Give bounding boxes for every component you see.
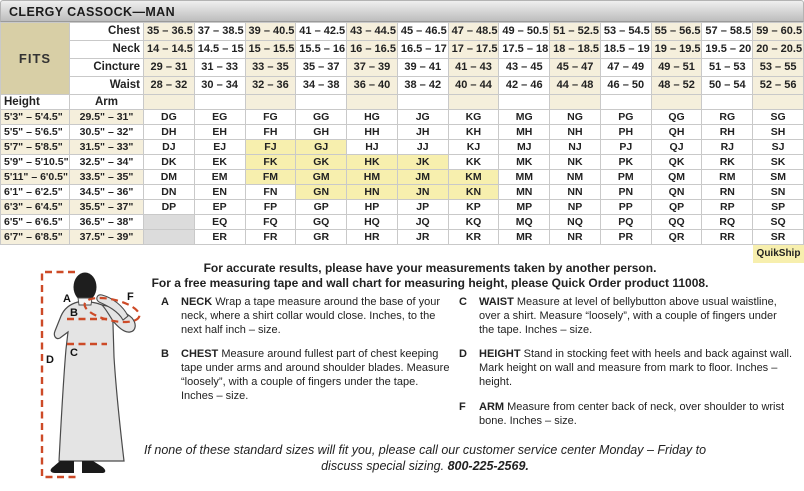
measurement-range-cell: 43 – 45	[499, 59, 550, 77]
size-code-cell: NP	[550, 200, 601, 215]
size-code-cell: JM	[397, 170, 448, 185]
size-code-cell: GP	[296, 200, 347, 215]
measurement-range-cell: 46 – 50	[600, 77, 651, 95]
header-spacer-cell	[651, 95, 702, 110]
measurement-range-cell: 18 – 18.5	[550, 41, 601, 59]
size-row	[1, 110, 804, 125]
size-code-cell: RQ	[702, 215, 753, 230]
size-code-cell: FJ	[245, 140, 296, 155]
size-code-cell: QJ	[651, 140, 702, 155]
fits-label: FITS	[1, 23, 70, 95]
measurement-range-cell: 19 – 19.5	[651, 41, 702, 59]
size-code-cell: JG	[397, 110, 448, 125]
size-code-cell: EN	[194, 185, 245, 200]
measurement-range-cell: 40 – 44	[448, 77, 499, 95]
size-code-cell: GQ	[296, 215, 347, 230]
arm-column-header: Arm	[70, 95, 144, 110]
size-code-cell: EP	[194, 200, 245, 215]
size-code-cell: JK	[397, 155, 448, 170]
size-code-cell: HP	[347, 200, 398, 215]
arm-range-cell: 30.5" – 32"	[70, 125, 144, 140]
size-code-cell: GK	[296, 155, 347, 170]
size-code-cell: GG	[296, 110, 347, 125]
size-code-cell: JH	[397, 125, 448, 140]
measurement-range-cell: 50 – 54	[702, 77, 753, 95]
size-code-cell: JP	[397, 200, 448, 215]
arm-range-cell: 31.5" – 33"	[70, 140, 144, 155]
size-code-cell: JQ	[397, 215, 448, 230]
size-code-cell: DM	[144, 170, 195, 185]
size-code-cell: QK	[651, 155, 702, 170]
height-range-cell: 5'9" – 5'10.5"	[1, 155, 70, 170]
height-range-cell: 6'1" – 6'2.5"	[1, 185, 70, 200]
instruction-waist	[458, 296, 794, 337]
size-code-cell: NG	[550, 110, 601, 125]
size-table	[0, 22, 804, 245]
measurement-range-cell: 37 – 39	[347, 59, 398, 77]
measurement-range-cell: 37 – 38.5	[194, 23, 245, 41]
size-code-cell: QR	[651, 230, 702, 245]
size-code-cell	[144, 215, 195, 230]
size-code-cell: KP	[448, 200, 499, 215]
header-spacer-cell	[499, 95, 550, 110]
size-code-cell: NJ	[550, 140, 601, 155]
size-code-cell: RH	[702, 125, 753, 140]
measurement-label-cincture: Cincture	[70, 59, 144, 77]
size-code-cell: DN	[144, 185, 195, 200]
header-spacer-cell	[600, 95, 651, 110]
size-code-cell: KN	[448, 185, 499, 200]
measurement-range-cell: 47 – 48.5	[448, 23, 499, 41]
size-code-cell: SJ	[753, 140, 804, 155]
size-code-cell: SM	[753, 170, 804, 185]
measurement-range-cell: 48 – 52	[651, 77, 702, 95]
figure-label-a: A	[63, 293, 71, 305]
size-code-cell: MQ	[499, 215, 550, 230]
measurement-range-cell: 53 – 55	[753, 59, 804, 77]
size-code-cell: HM	[347, 170, 398, 185]
height-range-cell: 5'5" – 5'6.5"	[1, 125, 70, 140]
size-code-cell: SK	[753, 155, 804, 170]
measurement-range-cell: 39 – 40.5	[245, 23, 296, 41]
size-code-cell: NK	[550, 155, 601, 170]
arm-range-cell: 32.5" – 34"	[70, 155, 144, 170]
size-code-cell: EM	[194, 170, 245, 185]
measurement-range-cell: 35 – 37	[296, 59, 347, 77]
cassock-figure-illustration	[30, 269, 160, 483]
instruction-term: CHEST	[181, 348, 222, 361]
size-code-cell: GJ	[296, 140, 347, 155]
measurement-range-cell: 53 – 54.5	[600, 23, 651, 41]
size-row	[1, 230, 804, 245]
measurement-range-cell: 47 – 49	[600, 59, 651, 77]
size-code-cell: MK	[499, 155, 550, 170]
size-code-cell: DG	[144, 110, 195, 125]
size-code-cell: SN	[753, 185, 804, 200]
size-code-cell: EK	[194, 155, 245, 170]
size-code-cell: FH	[245, 125, 296, 140]
size-code-cell: SR	[753, 230, 804, 245]
header-spacer-cell	[448, 95, 499, 110]
height-range-cell: 6'7" – 6'8.5"	[1, 230, 70, 245]
measurement-range-cell: 36 – 40	[347, 77, 398, 95]
measurement-range-cell: 20 – 20.5	[753, 41, 804, 59]
left-shoe	[51, 461, 74, 473]
instruction-neck	[160, 296, 450, 337]
instruction-chest	[160, 348, 450, 403]
size-code-cell: QH	[651, 125, 702, 140]
measurement-range-cell: 41 – 43	[448, 59, 499, 77]
size-code-cell: EJ	[194, 140, 245, 155]
size-row	[1, 125, 804, 140]
instruction-text: Measure at level of bellybutton above usual waistline, over a shirt. Measure “loosely”, with a couple of fingers under the tape. Inches – size.	[479, 296, 777, 336]
instruction-text: Wrap a tape measure around the base of your neck, where a shirt collar would close. Inches, to the next half inch – size.	[181, 296, 441, 336]
measurement-range-cell: 51 – 53	[702, 59, 753, 77]
height-range-cell: 5'11" – 6'0.5"	[1, 170, 70, 185]
measurement-range-cell: 14.5 – 15	[194, 41, 245, 59]
header-spacer-cell	[245, 95, 296, 110]
chart-title: CLERGY CASSOCK—MAN	[0, 0, 804, 22]
header-spacer-cell	[397, 95, 448, 110]
measurement-label-waist: Waist	[70, 77, 144, 95]
size-code-cell: SG	[753, 110, 804, 125]
measurement-range-cell: 55 – 56.5	[651, 23, 702, 41]
instruction-letter: A	[161, 296, 169, 308]
instruction-letter: D	[459, 348, 467, 361]
header-spacer-cell	[702, 95, 753, 110]
size-code-cell: NH	[550, 125, 601, 140]
arm-range-cell: 35.5" – 37"	[70, 200, 144, 215]
measurement-range-cell: 31 – 33	[194, 59, 245, 77]
size-code-cell: HK	[347, 155, 398, 170]
instructions-right-column	[458, 296, 794, 439]
figure-label-c: C	[70, 347, 78, 359]
measurement-range-cell: 52 – 56	[753, 77, 804, 95]
size-code-cell: KM	[448, 170, 499, 185]
size-code-cell: QG	[651, 110, 702, 125]
size-code-cell: JJ	[397, 140, 448, 155]
height-range-cell: 6'5" – 6'6.5"	[1, 215, 70, 230]
measurement-range-cell: 30 – 34	[194, 77, 245, 95]
instruction-height	[458, 348, 794, 389]
measurement-range-cell: 51 – 52.5	[550, 23, 601, 41]
measurement-figure	[30, 269, 160, 483]
instruction-letter: B	[161, 348, 169, 361]
phone-number: 800-225-2569.	[447, 459, 529, 473]
size-code-cell: PH	[600, 125, 651, 140]
measurement-range-cell: 42 – 46	[499, 77, 550, 95]
height-range-cell: 5'3" – 5'4.5"	[1, 110, 70, 125]
size-code-cell: GH	[296, 125, 347, 140]
size-code-cell: RP	[702, 200, 753, 215]
header-spacer-cell	[144, 95, 195, 110]
size-code-cell: RG	[702, 110, 753, 125]
instructions-left-column	[160, 296, 450, 415]
size-code-cell: DP	[144, 200, 195, 215]
size-code-cell: MP	[499, 200, 550, 215]
size-code-cell: FR	[245, 230, 296, 245]
size-code-cell: FQ	[245, 215, 296, 230]
size-row	[1, 140, 804, 155]
special-sizing-text: If none of these standard sizes will fit you, please call our customer service center Monday – Friday to discuss special sizing.	[143, 443, 707, 473]
size-code-cell: HG	[347, 110, 398, 125]
size-code-cell: MJ	[499, 140, 550, 155]
size-code-cell: KH	[448, 125, 499, 140]
header-spacer-cell	[550, 95, 601, 110]
size-code-cell: JR	[397, 230, 448, 245]
height-column-header: Height	[1, 95, 70, 110]
figure-label-f: F	[127, 291, 134, 303]
size-code-cell: MH	[499, 125, 550, 140]
size-code-cell: QQ	[651, 215, 702, 230]
size-code-cell: QM	[651, 170, 702, 185]
size-code-cell: JN	[397, 185, 448, 200]
size-code-cell: FK	[245, 155, 296, 170]
size-code-cell: EQ	[194, 215, 245, 230]
measurement-range-cell: 29 – 31	[144, 59, 195, 77]
size-code-cell: MR	[499, 230, 550, 245]
arm-range-cell: 29.5" – 31"	[70, 110, 144, 125]
height-range-cell: 5'7" – 5'8.5"	[1, 140, 70, 155]
size-code-cell: KQ	[448, 215, 499, 230]
measurement-range-cell: 14 – 14.5	[144, 41, 195, 59]
size-code-cell: HQ	[347, 215, 398, 230]
measurement-range-cell: 49 – 51	[651, 59, 702, 77]
measurement-range-cell: 16.5 – 17	[397, 41, 448, 59]
instruction-term: WAIST	[479, 296, 517, 308]
size-code-cell: HN	[347, 185, 398, 200]
measurement-range-cell: 15.5 – 16	[296, 41, 347, 59]
size-code-cell: PM	[600, 170, 651, 185]
right-shoe	[82, 461, 105, 473]
note-accurate-results: For accurate results, please have your measurements taken by another person.	[203, 261, 657, 275]
size-code-cell: SP	[753, 200, 804, 215]
instruction-text: Measure around fullest part of chest keeping tape under arms and around shoulder blades. Measure “loosely”, with a couple of fingers under the tape. Inches – size.	[181, 348, 450, 402]
size-code-cell: DJ	[144, 140, 195, 155]
measurement-range-cell: 59 – 60.5	[753, 23, 804, 41]
measurement-range-cell: 17.5 – 18	[499, 41, 550, 59]
measurement-range-cell: 38 – 42	[397, 77, 448, 95]
size-code-cell: NQ	[550, 215, 601, 230]
arm-range-cell: 36.5" – 38"	[70, 215, 144, 230]
size-code-cell: RJ	[702, 140, 753, 155]
measurement-label-chest: Chest	[70, 23, 144, 41]
instruction-term: HEIGHT	[479, 348, 524, 361]
size-code-cell: KG	[448, 110, 499, 125]
size-code-cell: QP	[651, 200, 702, 215]
arm-range-cell: 33.5" – 35"	[70, 170, 144, 185]
size-code-cell: NM	[550, 170, 601, 185]
instruction-letter: F	[459, 400, 466, 413]
size-code-cell: FG	[245, 110, 296, 125]
measurement-range-cell: 16 – 16.5	[347, 41, 398, 59]
size-code-cell: GR	[296, 230, 347, 245]
measurement-range-cell: 41 – 42.5	[296, 23, 347, 41]
size-row	[1, 185, 804, 200]
head	[74, 273, 97, 302]
header-spacer-cell	[296, 95, 347, 110]
size-code-cell: SH	[753, 125, 804, 140]
measurement-range-cell: 18.5 – 19	[600, 41, 651, 59]
size-code-cell: EH	[194, 125, 245, 140]
note-measuring-tape: For a free measuring tape and wall chart for measuring height, please Quick Order product 11008.	[151, 276, 709, 290]
size-code-cell: PJ	[600, 140, 651, 155]
measurement-range-cell: 45 – 46.5	[397, 23, 448, 41]
measurement-range-cell: 43 – 44.5	[347, 23, 398, 41]
measurement-range-cell: 35 – 36.5	[144, 23, 195, 41]
measurement-range-cell: 28 – 32	[144, 77, 195, 95]
size-code-cell: HR	[347, 230, 398, 245]
size-code-cell: RK	[702, 155, 753, 170]
size-code-cell: DH	[144, 125, 195, 140]
measurement-range-cell: 49 – 50.5	[499, 23, 550, 41]
sizing-chart	[0, 0, 804, 245]
size-code-cell: PQ	[600, 215, 651, 230]
header-spacer-cell	[347, 95, 398, 110]
size-row	[1, 200, 804, 215]
size-code-cell: KK	[448, 155, 499, 170]
size-row	[1, 170, 804, 185]
size-code-cell	[144, 230, 195, 245]
size-code-cell: HJ	[347, 140, 398, 155]
size-row	[1, 215, 804, 230]
height-range-cell: 6'3" – 6'4.5"	[1, 200, 70, 215]
figure-label-b: B	[70, 307, 78, 319]
measurement-range-cell: 57 – 58.5	[702, 23, 753, 41]
header-spacer-cell	[753, 95, 804, 110]
size-code-cell: FM	[245, 170, 296, 185]
instruction-arm	[458, 401, 794, 429]
size-code-cell: PN	[600, 185, 651, 200]
size-code-cell: NN	[550, 185, 601, 200]
size-code-cell: PG	[600, 110, 651, 125]
measurement-range-cell: 39 – 41	[397, 59, 448, 77]
instruction-text: Measure from center back of neck, over shoulder to wrist bone. Inches – size.	[479, 400, 785, 427]
size-code-cell: GN	[296, 185, 347, 200]
size-code-cell: PK	[600, 155, 651, 170]
size-code-cell: ER	[194, 230, 245, 245]
measurement-range-cell: 17 – 17.5	[448, 41, 499, 59]
special-sizing-note	[142, 442, 708, 474]
size-code-cell: GM	[296, 170, 347, 185]
measurement-range-cell: 44 – 48	[550, 77, 601, 95]
instruction-term: ARM	[479, 400, 508, 413]
cassock-body	[54, 302, 124, 461]
measurement-range-cell: 19.5 – 20	[702, 41, 753, 59]
size-code-cell: KR	[448, 230, 499, 245]
size-code-cell: RM	[702, 170, 753, 185]
size-code-cell: FP	[245, 200, 296, 215]
arm-range-cell: 37.5" – 39"	[70, 230, 144, 245]
size-code-cell: DK	[144, 155, 195, 170]
size-code-cell: PR	[600, 230, 651, 245]
figure-label-d: D	[46, 354, 54, 366]
instruction-text: Stand in stocking feet with heels and back against wall. Mark height on wall and measure from mark to floor. Inches – height.	[479, 348, 793, 388]
size-code-cell: EG	[194, 110, 245, 125]
size-code-cell: MM	[499, 170, 550, 185]
size-code-cell: QN	[651, 185, 702, 200]
size-row	[1, 155, 804, 170]
instruction-term: NECK	[181, 296, 216, 308]
size-code-cell: RR	[702, 230, 753, 245]
size-code-cell: MG	[499, 110, 550, 125]
header-spacer-cell	[194, 95, 245, 110]
size-code-cell: KJ	[448, 140, 499, 155]
size-code-cell: NR	[550, 230, 601, 245]
quikship-badge: QuikShip	[753, 245, 804, 263]
arm-range-cell: 34.5" – 36"	[70, 185, 144, 200]
measurement-range-cell: 34 – 38	[296, 77, 347, 95]
instruction-letter: C	[459, 296, 467, 308]
size-code-cell: RN	[702, 185, 753, 200]
measurement-range-cell: 32 – 36	[245, 77, 296, 95]
size-code-cell: MN	[499, 185, 550, 200]
measurement-range-cell: 45 – 47	[550, 59, 601, 77]
size-code-cell: HH	[347, 125, 398, 140]
measurement-label-neck: Neck	[70, 41, 144, 59]
size-code-cell: SQ	[753, 215, 804, 230]
size-code-cell: PP	[600, 200, 651, 215]
measurement-range-cell: 15 – 15.5	[245, 41, 296, 59]
size-code-cell: FN	[245, 185, 296, 200]
measurement-range-cell: 33 – 35	[245, 59, 296, 77]
